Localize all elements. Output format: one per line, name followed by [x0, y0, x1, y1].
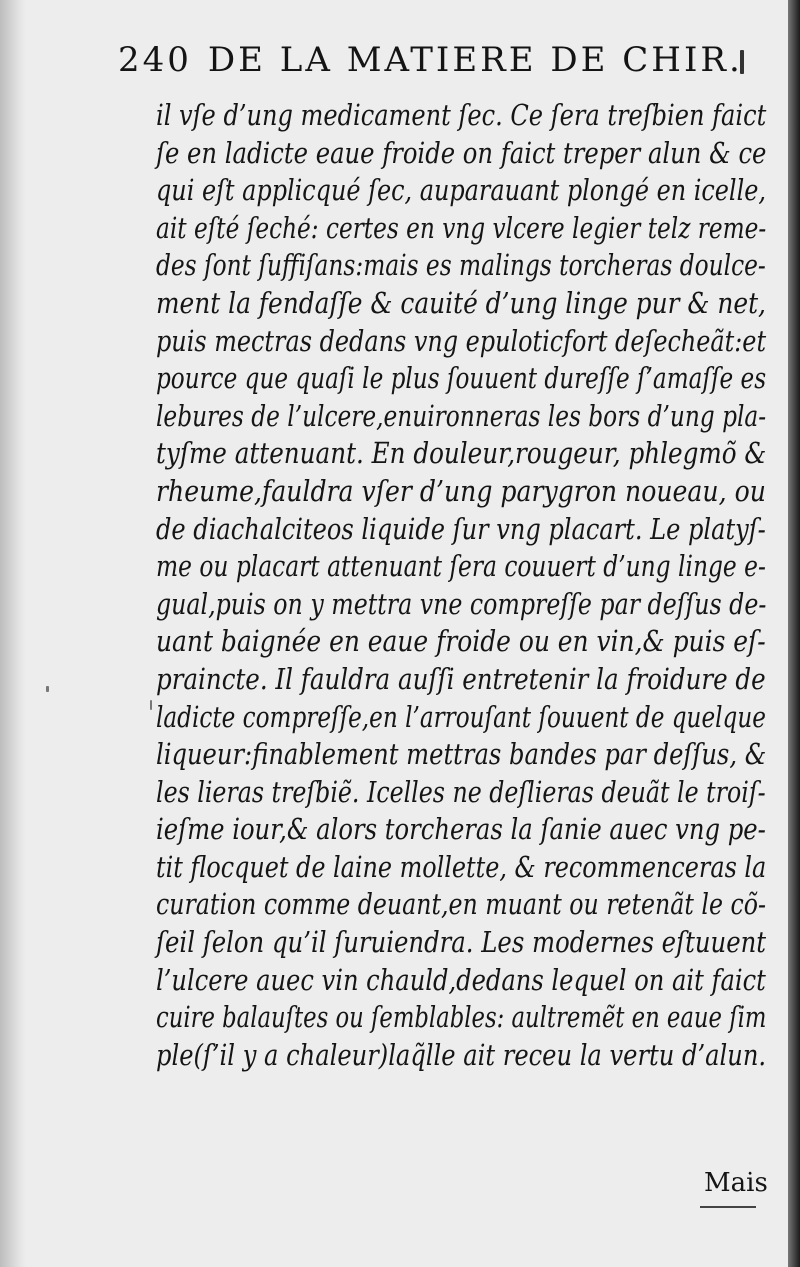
text-line: cuire balauſtes ou ſemblables: aultremẽt en eaue ſim — [156, 1000, 767, 1035]
text-line: de diachalciteos liquide ſur vng placart. Le platyſ- — [156, 511, 766, 546]
text-line: les lieras treſbiẽ. Icelles ne deſlieras deuãt le troiſ- — [156, 774, 766, 809]
page-number: 240 — [118, 40, 192, 80]
catchword: Mais — [704, 1168, 768, 1198]
text-line: ieſme iour,& alors torcheras la ſanie auec vng pe- — [156, 812, 766, 847]
scan-speck — [46, 686, 49, 692]
text-line: puis mectras dedans vng epuloticfort deſecheãt:et — [156, 323, 767, 358]
text-line: lebures de l’ulcere,enuironneras les bors d’ung pla- — [156, 398, 767, 433]
text-line: l’ulcere auec vin chauld,dedans lequel on ait faict — [156, 962, 766, 997]
text-line: praincte. Il fauldra auſſi entretenir la froidure de — [156, 661, 766, 696]
text-line: ment la fendaſſe & cauité d’ung linge pur & net, — [156, 285, 766, 320]
text-line: qui eſt applicqué ſec, auparauant plongé en icelle, — [156, 173, 766, 208]
text-line: il vſe d’ung medicament ſec. Ce ſera treſbien faict — [156, 98, 767, 132]
text-line: me ou placart attenuant ſera couuert d’ung linge e- — [156, 549, 766, 584]
text-line: tyſme attenuant. En douleur,rougeur, phlegmõ & — [156, 436, 767, 471]
catchword-rule — [700, 1206, 756, 1208]
running-header — [118, 40, 768, 80]
text-line: ſeil ſelon qu’il ſuruiendra. Les modernes eſtuuent — [156, 925, 767, 960]
text-line: ple(ſ’il y a chaleur)laq̃lle ait receu la vertu d’alun. — [156, 1037, 767, 1072]
scan-speck — [150, 700, 152, 710]
body-text — [156, 97, 766, 1074]
text-line: ladicte compreſſe,en l’arrouſant ſouuent de quelque — [156, 699, 766, 734]
text-line: ait eſté ſeché: certes en vng vlcere legier telz reme- — [156, 210, 767, 245]
text-line: des ſont ſuffiſans:mais es malings torcheras doulce- — [156, 248, 766, 283]
text-line: tit flocquet de laine mollette, & recommenceras la — [156, 849, 767, 884]
text-line: curation comme deuant,en muant ou retenãt le cõ- — [156, 887, 766, 922]
text-line: liqueur:finablement mettras bandes par deſſus, & — [156, 737, 767, 772]
running-title: DE LA MATIERE DE CHIR. — [207, 40, 743, 80]
text-line: rheume,fauldra vſer d’ung parygron noueau, ou — [156, 473, 766, 508]
text-line: ſe en ladicte eaue froide on faict treper alun & ce — [156, 135, 767, 170]
text-line: uant baignée en eaue froide ou en vin,& puis eſ- — [156, 624, 766, 659]
page-edge — [788, 0, 800, 1267]
text-line: pource que quaſi le plus ſouuent dureſſe ſ’amaſſe es — [156, 361, 767, 396]
text-line: gual,puis on y mettra vne compreſſe par deſſus de- — [156, 586, 767, 621]
page-gutter — [0, 0, 26, 1267]
